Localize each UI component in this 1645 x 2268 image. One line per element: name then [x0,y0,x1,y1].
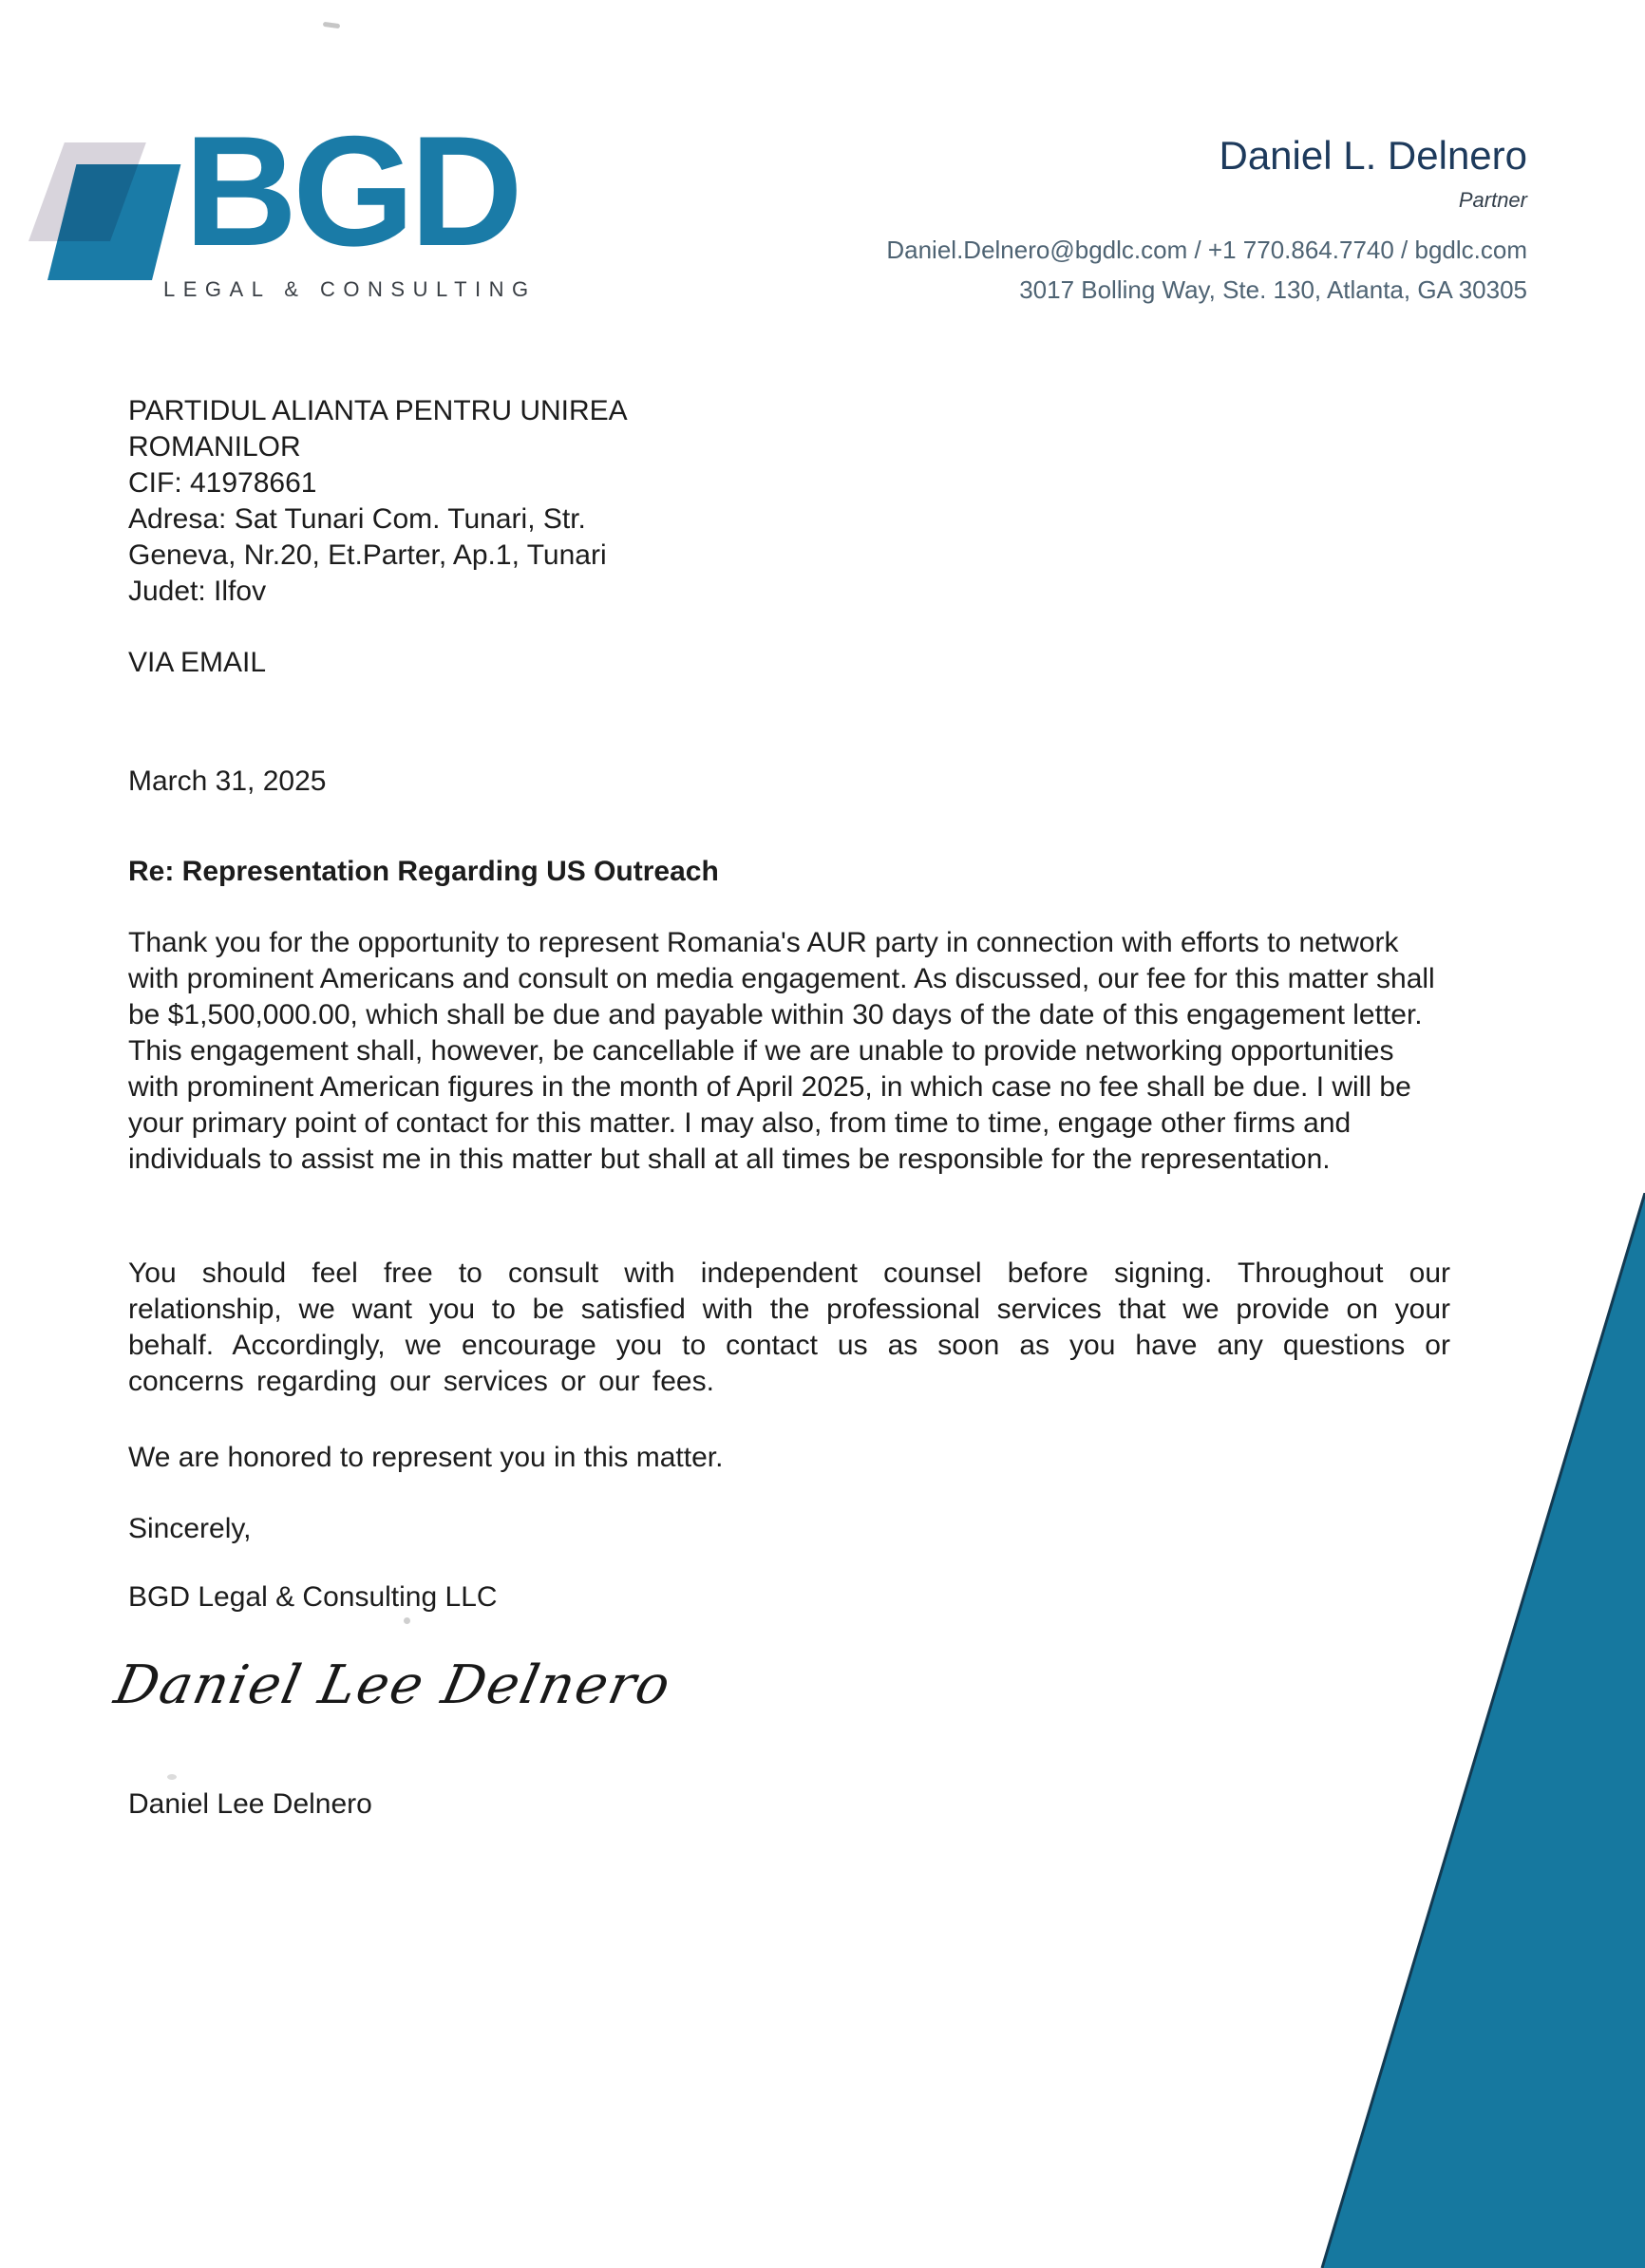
scan-artifact [323,22,341,28]
recipient-block [128,393,628,610]
recipient-line: Geneva, Nr.20, Et.Parter, Ap.1, Tunari [128,539,607,571]
scan-artifact [167,1774,177,1780]
scan-artifact [404,1617,410,1624]
partner-role: Partner [1458,188,1527,212]
letter-date: March 31, 2025 [128,765,327,797]
contact-line: Daniel.Delnero@bgdlc.com / +1 770.864.7740 / bgdlc.com [886,236,1527,264]
logo-acronym: BGD [184,104,519,278]
body-paragraph-2: You should feel free to consult with independent counsel before signing. Throughout our relationship, we want you to be satisfied with the professional services that we provide on your behalf. Accordingly, we encourage you to contact us as soon as you have any questions or concerns regarding our services or our fees. [128,1257,1450,1397]
logo-tagline: LEGAL & CONSULTING [163,277,537,301]
partner-name: Daniel L. Delnero [1219,133,1527,178]
corner-wedge-graphic [1313,1193,1645,2268]
recipient-line: Adresa: Sat Tunari Com. Tunari, Str. [128,503,586,535]
firm-name: BGD Legal & Consulting LLC [128,1581,498,1613]
signer-typed-name: Daniel Lee Delnero [128,1788,372,1820]
address-line: 3017 Bolling Way, Ste. 130, Atlanta, GA 30305 [1019,275,1527,304]
body-paragraph-1: Thank you for the opportunity to represent Romania's AUR party in connection with efforts to network with prominent Americans and consult on media engagement. As discussed, our fee for this matter shall be $1,500,000.00, which shall be due and payable within 30 days of the date of this engagement letter. This engagement shall, however, be cancellable if we are unable to provide networking opportunities with prominent American figures in the month of April 2025, in which case no fee shall be due. I will be your primary point of contact for this matter. I may also, from time to time, engage other firms and individuals to assist me in this matter but shall at all times be responsible for the representation. [128,927,1435,1175]
subject-line: Re: Representation Regarding US Outreach [128,856,719,887]
handwritten-signature: Daniel Lee Delnero [109,1654,677,1716]
valediction: Sincerely, [128,1513,252,1544]
recipient-line: ROMANILOR [128,431,301,463]
recipient-line: Judet: Ilfov [128,576,267,607]
delivery-method: VIA EMAIL [128,647,267,678]
body-paragraph-3: We are honored to represent you in this matter. [128,1442,724,1473]
recipient-line: CIF: 41978661 [128,467,317,499]
recipient-line: PARTIDUL ALIANTA PENTRU UNIREA [128,395,628,426]
